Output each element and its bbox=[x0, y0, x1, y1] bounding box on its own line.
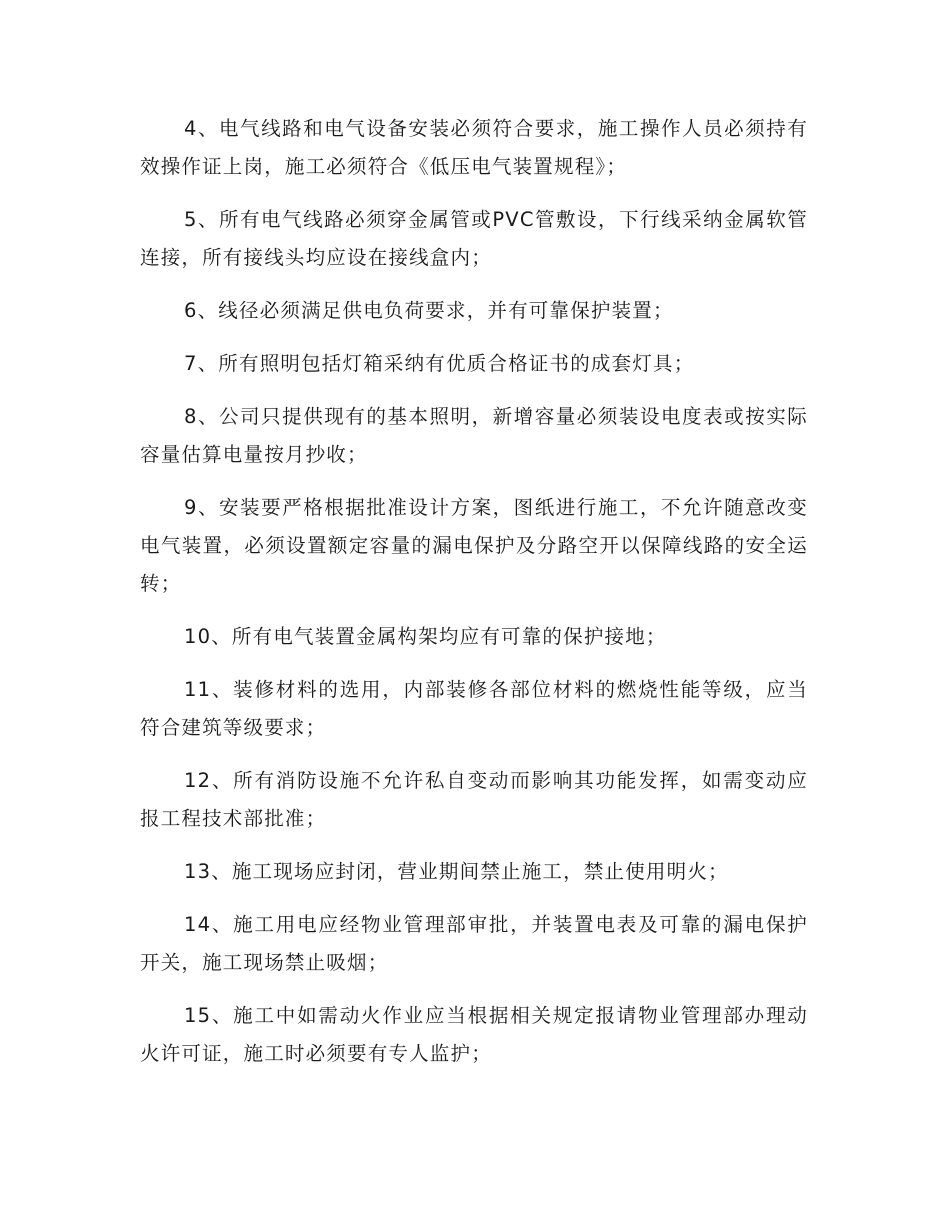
rule-paragraph-9: 9、安装要严格根据批准设计方案，图纸进行施工，不允许随意改变电气装置，必须设置额定容量的漏电保护及分路空开以保障线路的安全运转； bbox=[140, 496, 808, 595]
rule-paragraph-4: 4、电气线路和电气设备安装必须符合要求，施工操作人员必须持有效操作证上岗，施工必须符合《低压电气装置规程》； bbox=[140, 117, 808, 178]
document-body bbox=[140, 110, 808, 1088]
rule-paragraph-6: 6、线径必须满足供电负荷要求，并有可靠保护装置； bbox=[184, 299, 674, 322]
rule-paragraph-12: 12、所有消防设施不允许私自变动而影响其功能发挥，如需变动应报工程技术部批准； bbox=[140, 769, 808, 830]
rule-paragraph-5: 5、所有电气线路必须穿金属管或PVC管敷设，下行线采纳金属软管连接，所有接线头均应设在接线盒内； bbox=[140, 208, 808, 269]
rule-paragraph-7: 7、所有照明包括灯箱采纳有优质合格证书的成套灯具； bbox=[184, 352, 695, 375]
rule-paragraph-8: 8、公司只提供现有的基本照明，新增容量必须装设电度表或按实际容量估算电量按月抄收； bbox=[140, 405, 808, 466]
rule-paragraph-10: 10、所有电气装置金属构架均应有可靠的保护接地； bbox=[184, 625, 667, 648]
rule-paragraph-13: 13、施工现场应封闭，营业期间禁止施工，禁止使用明火； bbox=[184, 860, 729, 883]
rule-paragraph-11: 11、装修材料的选用，内部装修各部位材料的燃烧性能等级，应当符合建筑等级要求； bbox=[140, 678, 808, 739]
rule-paragraph-14: 14、施工用电应经物业管理部审批，并装置电表及可靠的漏电保护开关，施工现场禁止吸烟； bbox=[140, 913, 808, 974]
rule-paragraph-15: 15、施工中如需动火作业应当根据相关规定报请物业管理部办理动火许可证，施工时必须要有专人监护； bbox=[140, 1004, 808, 1065]
